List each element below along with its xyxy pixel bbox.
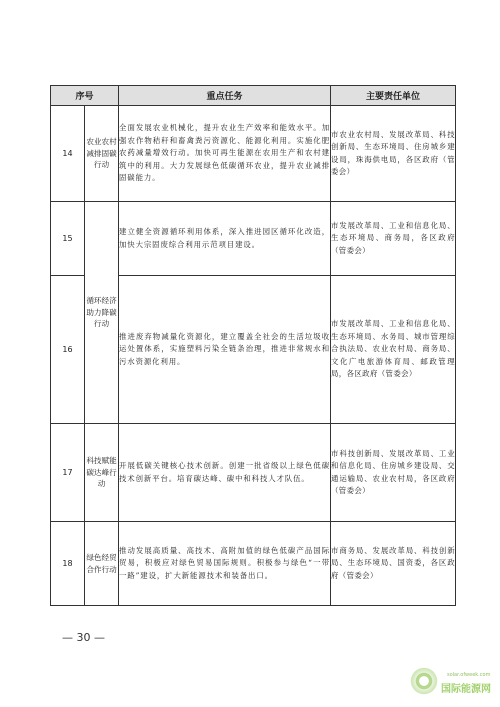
watermark-subtext: solar.ofweek.com — [447, 672, 491, 678]
responsible-units: 市发展改革局、工业和信息化局、生态环境局、商务局，各区政府（管委会） — [331, 202, 456, 276]
task-description: 建立健全资源循环利用体系，深入推进园区循环化改造，加快大宗固废综合利用示范项目建设。 — [119, 202, 331, 276]
row-number: 18 — [51, 522, 85, 606]
responsible-units: 市农业农村局、发展改革局、科技创新局、生态环境局、住房城乡建设局，珠海供电局，各区政府（管委会） — [331, 106, 456, 202]
task-description: 开展低碳关键核心技术创新。创建一批省级以上绿色低碳技术创新平台。培育碳达峰、碳中和科技人才队伍。 — [119, 424, 331, 522]
table-row — [51, 522, 456, 606]
task-description: 全面发展农业机械化，提升农业生产效率和能效水平。加强农作物秸秆和畜禽粪污资源化、能源化利用。实施化肥农药减量增效行动。加快可再生能源在农用生产和农村建筑中的利用。大力发展绿色低碳循环农业，提升农业减排固碳能力。 — [119, 106, 331, 202]
row-number: 14 — [51, 106, 85, 202]
table-header-row — [51, 86, 456, 106]
responsible-units: 市科技创新局、发展改革局、工业和信息化局、住房城乡建设局、交通运输局、农业农村局，各区政府（管委会） — [331, 424, 456, 522]
task-description: 推动发展高质量、高技术、高附加值的绿色低碳产品国际贸易，积极应对绿色贸易国际规则。积极参与绿色“一带一路”建设，扩大新能源技术和装备出口。 — [119, 522, 331, 606]
row-number: 16 — [51, 276, 85, 424]
action-category: 农业农村减排固碳行动 — [85, 106, 119, 202]
header-serial-number: 序号 — [51, 86, 119, 106]
action-category: 循环经济助力降碳行动 — [85, 202, 119, 424]
watermark-text: 国际能源网 — [441, 684, 491, 695]
watermark-logo — [405, 662, 500, 707]
header-responsible-units: 主要责任单位 — [331, 86, 456, 106]
table-row — [51, 424, 456, 522]
action-category: 绿色经贸合作行动 — [85, 522, 119, 606]
responsible-units: 市发展改革局、工业和信息化局、生态环境局、水务局、城市管理综合执法局、农业农村局、商务局、文化广电旅游体育局、邮政管理局，各区政府（管委会） — [331, 276, 456, 424]
action-category: 科技赋能碳达峰行动 — [85, 424, 119, 522]
row-number: 15 — [51, 202, 85, 276]
key-tasks-table — [50, 85, 456, 606]
row-number: 17 — [51, 424, 85, 522]
table-row — [51, 202, 456, 276]
header-key-task: 重点任务 — [119, 86, 331, 106]
table-row — [51, 106, 456, 202]
flower-logo-icon — [409, 666, 439, 696]
responsible-units: 市商务局、发展改革局、科技创新局、生态环境局、国资委，各区政府（管委会） — [331, 522, 456, 606]
page-number: — 30 — — [62, 631, 105, 644]
task-description: 推进废弃物减量化资源化，建立覆盖全社会的生活垃圾收运处置体系，实施塑料污染全链条治理，推进非常规水和污水资源化利用。 — [119, 276, 331, 424]
